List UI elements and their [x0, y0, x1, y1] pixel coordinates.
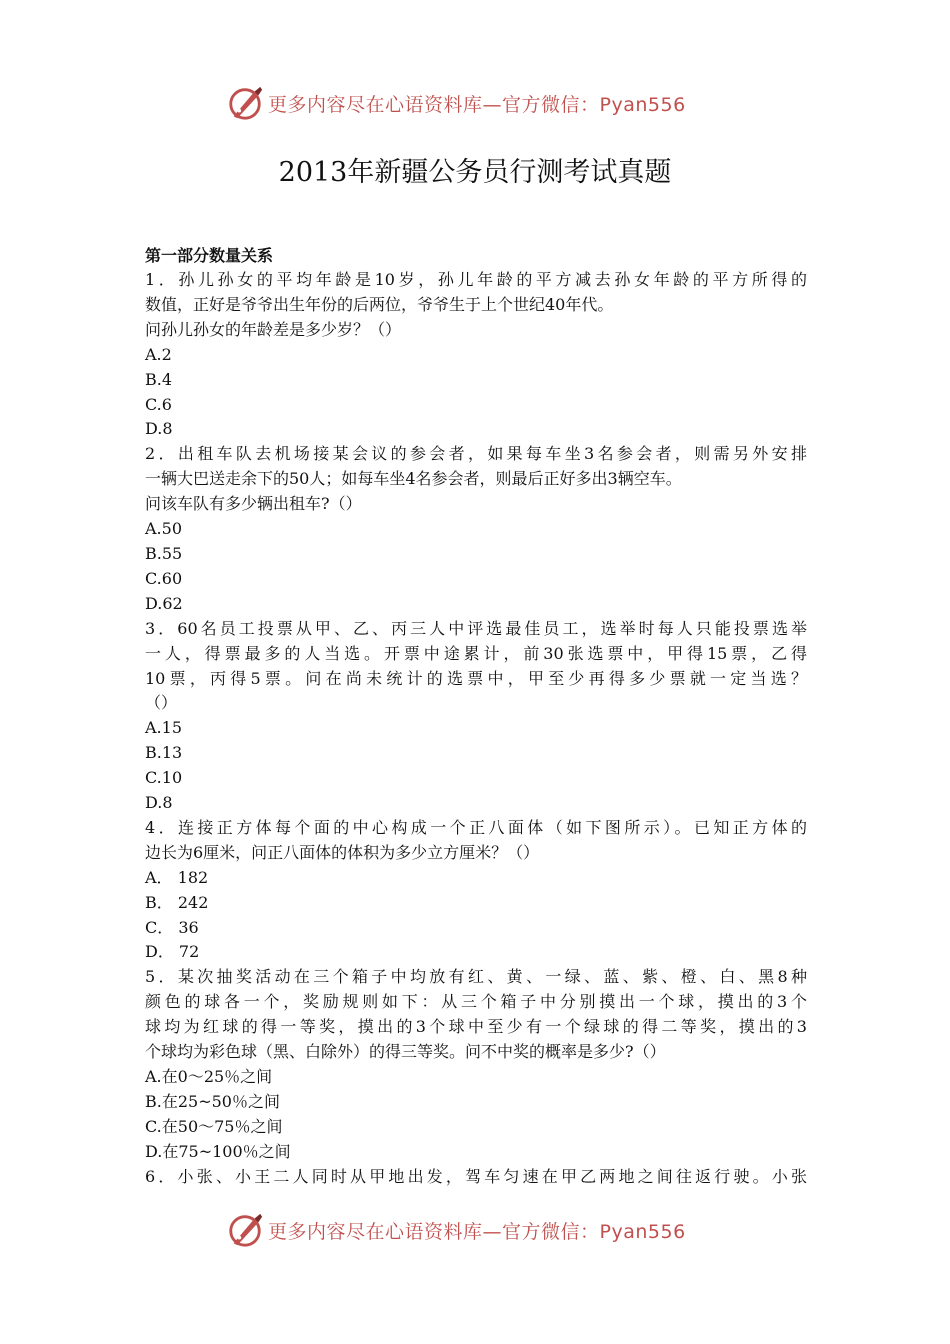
text-line: C.在50～75％之间: [145, 1116, 283, 1136]
text-line: D.8: [145, 793, 173, 813]
text-line: 一人，得票最多的人当选。开票中途累计，前30张选票中，甲得15票，乙得: [145, 643, 807, 663]
text-line: 一辆大巴送走余下的50人；如每车坐4名参会者，则最后正好多出3辆空车。: [145, 469, 682, 489]
text-line: B.在25~50％之间: [145, 1091, 280, 1111]
text-line: D.62: [145, 593, 183, 613]
banner-text: 更多内容尽在心语资料库—官方微信：Pyan556: [268, 93, 686, 116]
header-banner: [226, 83, 746, 123]
document-title: 2013年新疆公务员行测考试真题: [278, 157, 672, 188]
text-line: C.6: [145, 394, 172, 414]
text-line: C． 36: [145, 917, 199, 937]
text-line: 边长为6厘米，问正八面体的体积为多少立方厘米？（）: [145, 842, 540, 862]
text-line: 个球均为彩色球（黑、白除外）的得三等奖。问不中奖的概率是多少?（）: [145, 1042, 666, 1062]
text-line: A.15: [145, 718, 182, 738]
text-line: 颜色的球各一个，奖励规则如下：从三个箱子中分别摸出一个球，摸出的3个: [145, 992, 807, 1012]
text-line: 5．某次抽奖活动在三个箱子中均放有红、黄、一绿、蓝、紫、橙、白、黑8种: [145, 967, 807, 987]
text-line: A． 182: [145, 867, 209, 887]
footer-banner: [226, 1210, 746, 1250]
text-line: 6．小张、小王二人同时从甲地出发，驾车匀速在甲乙两地之间往返行驶。小张: [145, 1166, 807, 1186]
section-quantitative: [145, 244, 807, 1190]
pen-logo-icon: [226, 84, 264, 122]
text-line: D． 72: [145, 942, 200, 962]
text-line: A.在0～25％之间: [145, 1067, 273, 1086]
text-line: A.2: [145, 344, 172, 364]
question-text: [145, 268, 807, 1190]
text-line: 2．出租车队去机场接某会议的参会者，如果每车坐3名参会者，则需另外安排: [145, 444, 807, 464]
text-line: C.10: [145, 768, 183, 788]
text-line: 4．连接正方体每个面的中心构成一个正八面体（如下图所示）。已知正方体的: [145, 817, 807, 837]
text-line: C.60: [145, 568, 183, 588]
text-line: 10票，丙得5票。问在尚未统计的选票中，甲至少再得多少票就一定当选？: [145, 668, 807, 688]
section-title: 第一部分数量关系: [145, 246, 274, 265]
text-line: D.在75~100％之间: [145, 1141, 291, 1161]
text-line: A.50: [145, 519, 182, 539]
banner-text: 更多内容尽在心语资料库—官方微信：Pyan556: [268, 1220, 686, 1243]
text-line: 数值，正好是爷爷出生年份的后两位，爷爷生于上个世纪40年代。: [145, 294, 614, 314]
text-line: 3．60名员工投票从甲、乙、丙三人中评选最佳员工，选举时每人只能投票选举: [145, 618, 807, 638]
text-line: 1．孙儿孙女的平均年龄是10岁，孙儿年龄的平方减去孙女年龄的平方所得的: [145, 270, 807, 289]
text-line: （）: [145, 693, 178, 713]
pen-logo-icon: [226, 1211, 264, 1249]
text-line: B.55: [145, 543, 183, 563]
text-line: B． 242: [145, 892, 209, 912]
text-line: 问该车队有多少辆出租车?（）: [145, 494, 362, 514]
text-line: D.8: [145, 419, 173, 439]
text-line: 问孙儿孙女的年龄差是多少岁？（）: [145, 319, 402, 339]
text-line: B.4: [145, 369, 173, 389]
text-line: 球均为红球的得一等奖，摸出的3个球中至少有一个绿球的得二等奖，摸出的3: [145, 1017, 807, 1037]
text-line: B.13: [145, 743, 183, 763]
